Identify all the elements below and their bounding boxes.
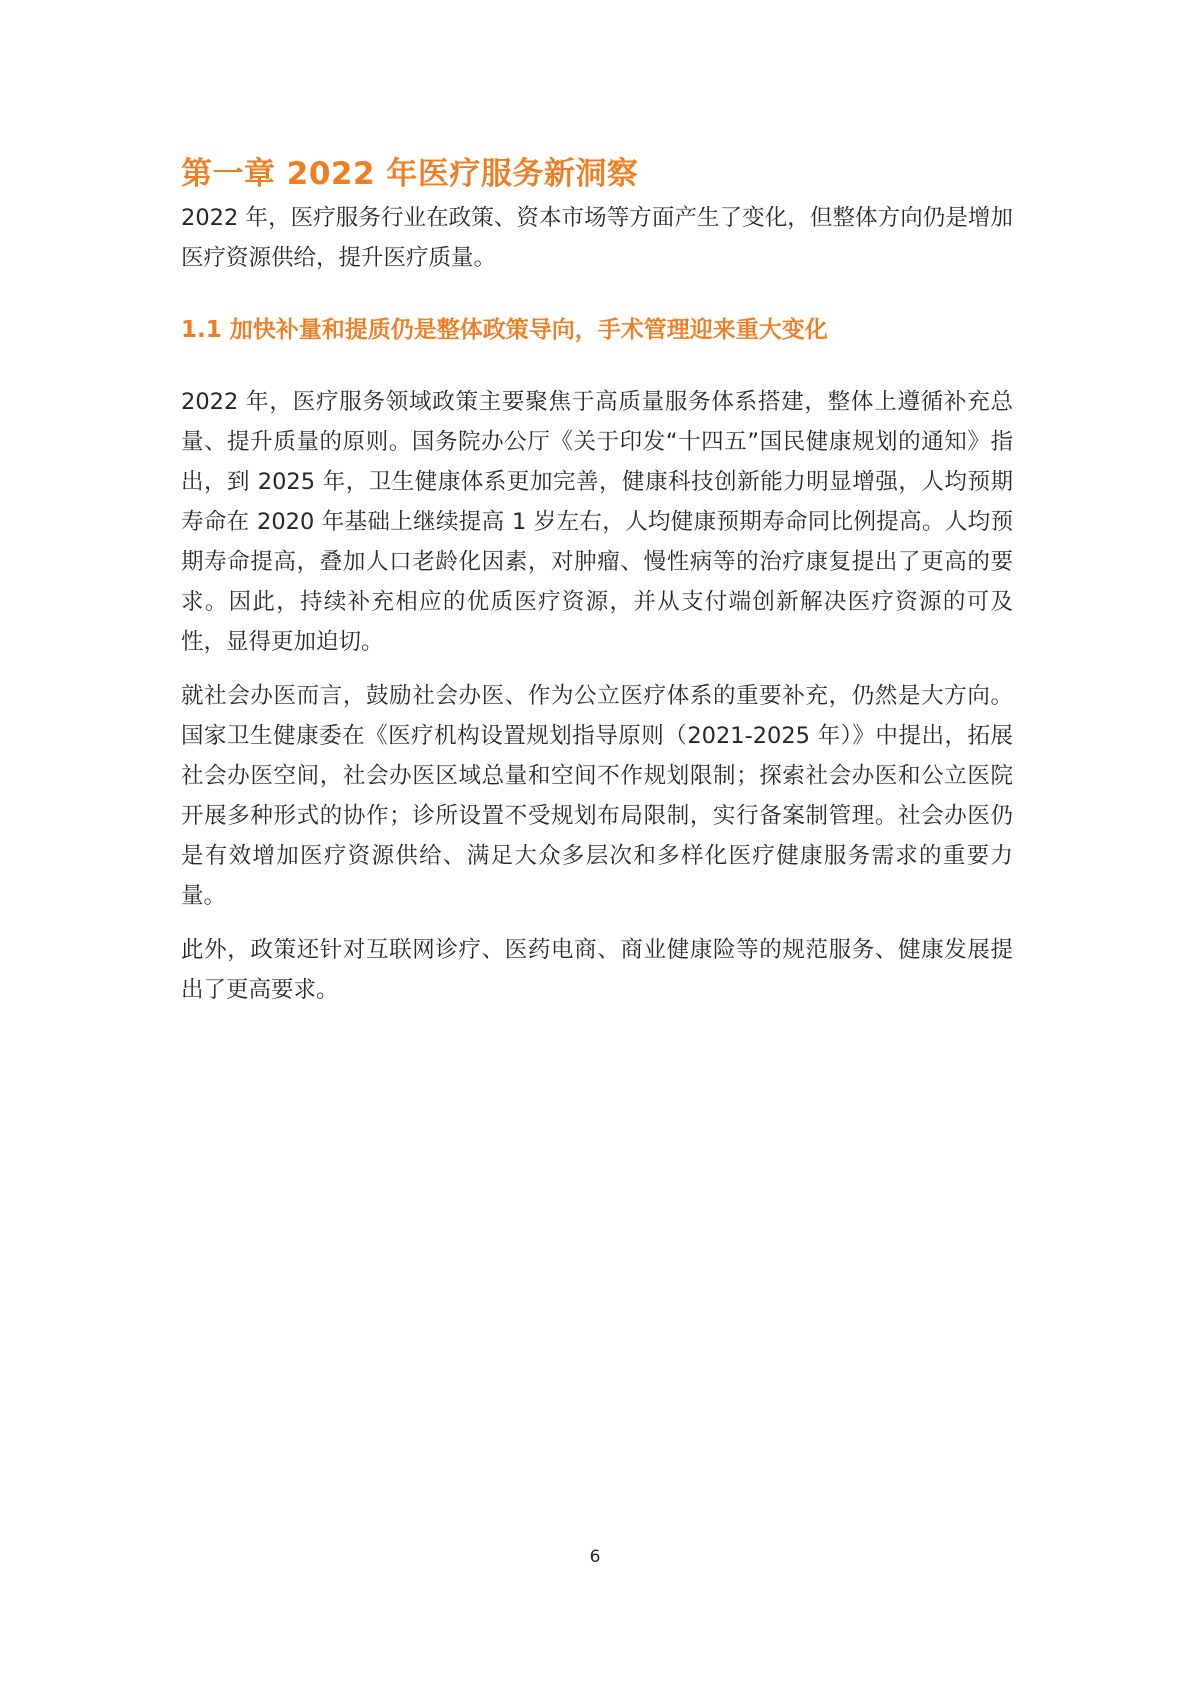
intro-paragraph: 2022 年，医疗服务行业在政策、资本市场等方面产生了变化，但整体方向仍是增加医疗资源供给，提升医疗质量。 [181,205,1013,271]
page-content [181,150,1013,1010]
body-paragraph-social-medical: 就社会办医而言，鼓励社会办医、作为公立医疗体系的重要补充，仍然是大方向。国家卫生健康委在《医疗机构设置规划指导原则（2021-2025 年）》中提出，拓展社会办医空间，社会办医区域总量和空间不作规划限制；探索社会办医和公立医院开展多种形式的协作；诊所设置不受规划布局限制，实行备案制管理。社会办医仍是有效增加医疗资源供给、满足大众多层次和多样化医疗健康服务需求的重要力量。 [181,683,1013,909]
page-number: 6 [589,1547,601,1567]
body-paragraph-additional: 此外，政策还针对互联网诊疗、医药电商、商业健康险等的规范服务、健康发展提出了更高要求。 [181,937,1013,1003]
section-body [181,382,1013,1010]
section-title: 1.1 加快补量和提质仍是整体政策导向，手术管理迎来重大变化 [181,317,828,343]
body-paragraph-policy: 2022 年，医疗服务领域政策主要聚焦于高质量服务体系搭建，整体上遵循补充总量、提升质量的原则。国务院办公厅《关于印发“十四五”国民健康规划的通知》指出，到 2025 年，卫生健康体系更加完善，健康科技创新能力明显增强，人均预期寿命在 2020 年基础上继续提高 1 岁左右，人均健康预期寿命同比例提高。人均预期寿命提高，叠加人口老龄化因素，对肿瘤、慢性病等的治疗康复提出了更高的要求。因此，持续补充相应的优质医疗资源，并从支付端创新解决医疗资源的可及性，显得更加迫切。 [181,389,1013,655]
chapter-title: 第一章 2022 年医疗服务新洞察 [181,156,639,192]
